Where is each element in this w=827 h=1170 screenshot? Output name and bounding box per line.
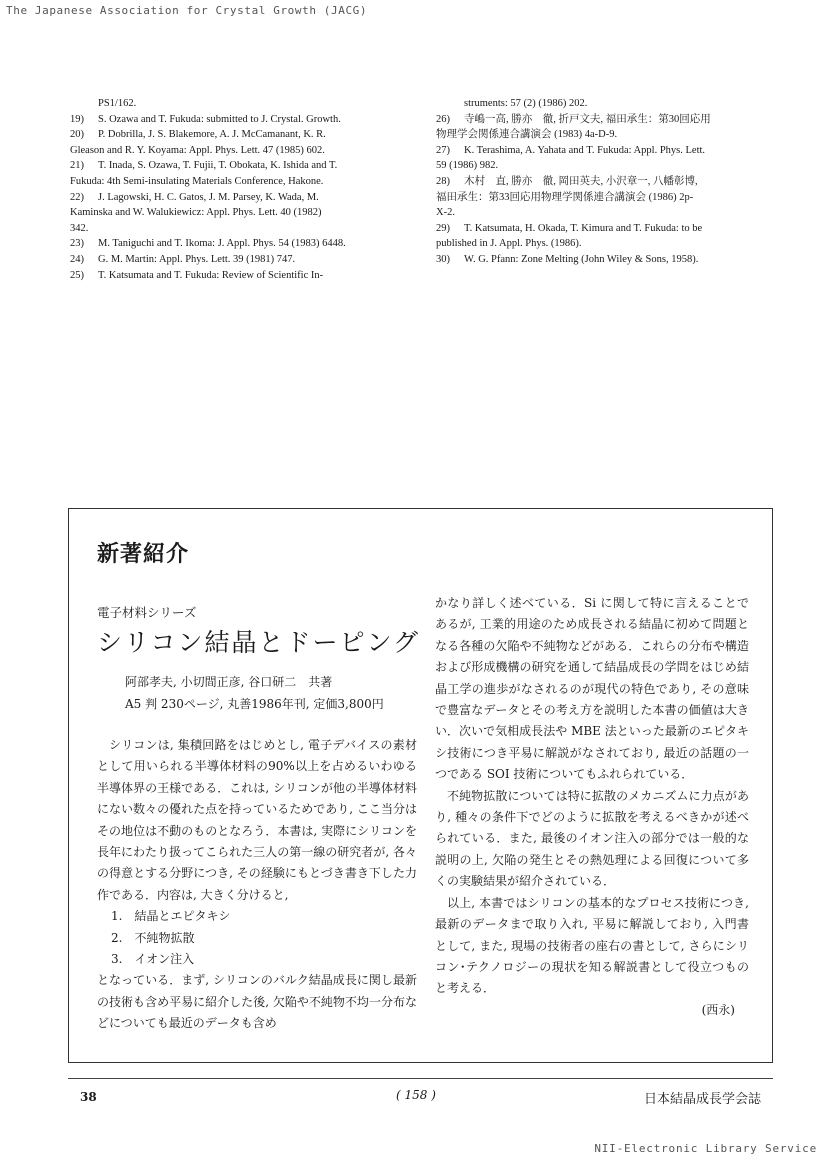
journal-name: 日本結晶成長学会誌	[643, 1092, 761, 1107]
reference-entry	[70, 268, 410, 284]
reference-number: 26)	[436, 113, 450, 125]
reference-entry	[436, 143, 776, 159]
reference-text: Gleason and R. Y. Koyama: Appl. Phys. Lett. 47 (1985) 602.	[70, 144, 325, 156]
reference-entry	[70, 143, 410, 159]
reference-text: 福田承生：第33回応用物理学関係連合講演会 (1986) 2p-	[436, 191, 694, 203]
reference-entry	[70, 127, 410, 143]
reference-entry	[436, 252, 776, 268]
reference-number: 21)	[70, 160, 84, 172]
reference-text: PS1/162.	[98, 98, 137, 109]
footer-divider	[68, 1078, 773, 1079]
reference-number: 24)	[70, 253, 84, 265]
reference-entry	[70, 252, 410, 268]
reference-entry	[70, 158, 410, 174]
reference-text: K. Terashima, A. Yahata and T. Fukuda: Appl. Phys. Lett.	[464, 144, 706, 156]
reference-number: 25)	[70, 269, 84, 281]
review-left-column	[97, 735, 417, 1035]
review-right-column	[435, 593, 749, 1021]
reference-number	[436, 96, 464, 112]
reference-entry	[436, 112, 776, 128]
reference-text: 342.	[70, 222, 89, 234]
reference-text: S. Ozawa and T. Fukuda: submitted to J. Crystal. Growth.	[98, 113, 341, 125]
reference-number: 20)	[70, 129, 84, 141]
reviewer-signature: (西永)	[701, 1002, 735, 1017]
reference-number: 22)	[70, 191, 84, 203]
reference-text: T. Inada, S. Ozawa, T. Fujii, T. Obokata, K. Ishida and T.	[98, 160, 338, 172]
reference-entry	[70, 236, 410, 252]
reference-number: 23)	[70, 238, 84, 250]
reference-text: struments: 57 (2) (1986) 202.	[464, 98, 588, 109]
reference-entry	[436, 221, 776, 237]
page-number: 38	[80, 1090, 97, 1104]
section-title: 新著紹介	[97, 541, 190, 567]
reference-entry	[70, 205, 410, 221]
reference-entry	[436, 236, 776, 252]
reference-entry	[70, 96, 410, 112]
book-details: A5 判 230ページ, 丸善1986年刊, 定価3,800円	[125, 697, 384, 711]
reference-text: Fukuda: 4th Semi-insulating Materials Conference, Hakone.	[70, 175, 324, 187]
book-authors: 阿部孝夫, 小切間正彦, 谷口研二 共著	[125, 675, 333, 689]
reference-entry	[436, 190, 776, 206]
references-right-column	[436, 96, 776, 268]
archive-footer: NII-Electronic Library Service	[594, 1142, 817, 1155]
issue-page-number: ( 158 )	[396, 1088, 436, 1102]
reference-text: 寺嶋一高, 勝亦 徹, 折戸文夫, 福田承生：第30回応用	[464, 113, 711, 125]
reference-text: 59 (1986) 982.	[436, 160, 499, 172]
contents-list-item: 3. イオン注入	[111, 952, 195, 967]
reference-entry	[436, 205, 776, 221]
reference-text: X-2.	[436, 207, 455, 219]
archive-header: The Japanese Association for Crystal Growth (JACG)	[6, 4, 368, 17]
review-paragraph: 以上, 本書ではシリコンの基本的なプロセス技術につき, 最新のデータまで取り入れ, 平易に解説しており, 入門書として, また, 現場の技術者の座右の書として, さらにシリコン･テクノロジーの現状を知る解説書として役立つものと考える．	[435, 895, 749, 996]
reference-text: M. Taniguchi and T. Ikoma: J. Appl. Phys. 54 (1983) 6448.	[98, 238, 346, 250]
reference-number: 27)	[436, 144, 450, 156]
review-paragraph: となっている．まず, シリコンのバルク結晶成長に関し最新の技術も含め平易に紹介した後, 欠陥や不純物不均一分布などについても最近のデータも含め	[97, 973, 417, 1031]
reference-text: 木村 直, 勝亦 徹, 岡田英夫, 小沢章一, 八幡彰博,	[464, 175, 698, 187]
reference-text: W. G. Pfann: Zone Melting (John Wiley & Sons, 1958).	[464, 253, 699, 265]
reference-entry	[70, 112, 410, 128]
reference-text: T. Katsumata, H. Okada, T. Kimura and T. Fukuda: to be	[464, 222, 703, 234]
reference-number	[70, 96, 98, 112]
reference-number: 19)	[70, 113, 84, 125]
book-title: シリコン結晶とドーピング	[97, 628, 421, 657]
series-label: 電子材料シリーズ	[97, 605, 197, 620]
reference-number: 29)	[436, 222, 450, 234]
review-paragraph: かなり詳しく述べている．Si に関して特に言えることであるが, 工業的用途のため成長される結晶に初めて問題となる各種の欠陥や不純物などがある．これらの分布や構造および形成機構の研究を通して結晶成長の学問をはじめ結晶工学の進歩がなされるのが現代の特色であり, その意味で豊富なデータとその考え方を説明した本書の価値は大きい．次いで気相成長法や MBE 法といった最新のエピタキシ技術につき平易に解説がなされており, 最近の話題の一つである SOI 技術についてもふれられている．	[435, 596, 749, 782]
reference-entry	[70, 190, 410, 206]
reference-number: 30)	[436, 253, 450, 265]
reference-entry	[436, 158, 776, 174]
book-review-box	[68, 508, 773, 1063]
references-left-column	[70, 96, 410, 283]
reference-text: published in J. Appl. Phys. (1986).	[436, 238, 582, 250]
reference-number: 28)	[436, 175, 450, 187]
reference-entry	[436, 96, 776, 112]
reference-text: T. Katsumata and T. Fukuda: Review of Scientific In-	[98, 269, 324, 281]
reference-text: 物理学会関係連合講演会 (1983) 4a-D-9.	[436, 129, 618, 141]
review-paragraph: 不純物拡散については特に拡散のメカニズムに力点があり, 種々の条件下でどのように拡散を考えるべきかが述べられている．また, 最後のイオン注入の部分では一般的な説明の上, 欠陥の発生とその熱処理による回復について多くの実験結果が紹介されている．	[435, 788, 749, 889]
contents-list-item: 1. 結晶とエピタキシ	[111, 909, 231, 924]
reference-text: J. Lagowski, H. C. Gatos, J. M. Parsey, K. Wada, M.	[98, 191, 319, 203]
contents-list-item: 2. 不純物拡散	[111, 930, 195, 945]
reference-entry	[436, 127, 776, 143]
reference-text: G. M. Martin: Appl. Phys. Lett. 39 (1981) 747.	[98, 253, 296, 265]
reference-entry	[70, 221, 410, 237]
reference-entry	[436, 174, 776, 190]
review-paragraph: シリコンは, 集積回路をはじめとし, 電子デバイスの素材として用いられる半導体材料の90%以上を占めるいわゆる半導体界の王様である．これは, シリコンが他の半導体材料にない数々の優れた点を持っているためであり, ここ当分はその地位は不動のものとなろう．本書は, 実際にシリコンを長年にわたり扱ってこられた三人の第一線の研究者が, 各々の得意とする分野につき, その経験にもとづき書き下した力作である．内容は, 大きく分けると,	[97, 738, 417, 902]
reference-entry	[70, 174, 410, 190]
reference-text: P. Dobrilla, J. S. Blakemore, A. J. McCamanant, K. R.	[98, 129, 326, 141]
reference-text: Kaminska and W. Walukiewicz: Appl. Phys. Lett. 40 (1982)	[70, 207, 322, 219]
